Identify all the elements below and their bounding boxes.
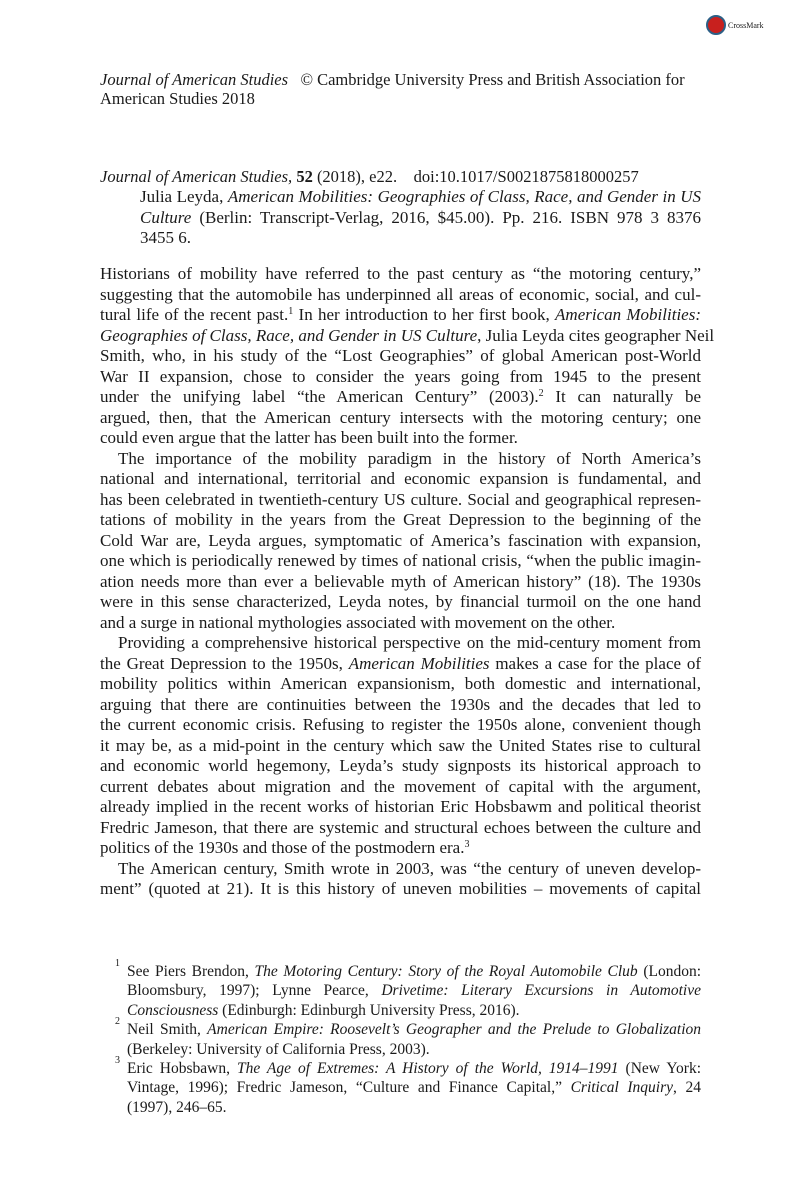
text-segment: (Berkeley: University of California Press, 2003). [127,1040,430,1058]
text-segment: Vintage, 1996); Fredric Jameson, “Culture and Finance Capital,” [127,1079,571,1097]
text-segment: one which is periodically renewed by times of national crisis, “when the public imagin- [100,551,701,570]
text-segment: current debates about migration and the movement of capital with the argument, [100,776,701,796]
text-segment: Fredric Jameson, that there are systemic and structural echoes between the culture and [100,817,701,837]
text-line [100,208,701,229]
text-line [100,187,701,208]
header-journal: Journal of American Studies [100,70,289,89]
text-segment: has been celebrated in twentieth-century US culture. Social and geographical represen- [100,489,701,509]
text-line [100,838,701,859]
text-line [100,531,701,552]
text-segment: ation needs more than ever a believable myth of American history” (18). The 1930s [100,571,701,591]
text-line [100,408,701,429]
text-segment: Neil Smith, [127,1021,208,1039]
text-segment: Providing a comprehensive historical perspective on the mid-century moment from [118,633,701,652]
text-segment: See Piers Brendon, [127,963,255,980]
text-line [127,962,701,981]
text-segment: (Edinburgh: Edinburgh University Press, 2016). [218,1001,520,1019]
text-segment: Smith, who, in his study of the “Lost Geographies” of global American post-World [100,346,701,365]
text-segment: the current economic crisis. Refusing to register the 1950s alone, convenient though [100,715,701,734]
footnote-ref[interactable]: 1 [288,306,294,317]
text-line [100,264,701,285]
text-segment: politics of the 1930s and those of the postmodern era. [100,838,465,857]
text-line [100,387,701,408]
footnote-number: 2 [115,1016,120,1028]
citation-volume: 52 [296,167,313,186]
crossmark-label: CrossMark [728,20,764,30]
text-segment: (New York: [618,1059,701,1077]
text-line [100,797,701,818]
italic-text: Consciousness [127,1001,219,1019]
citation-journal: Journal of American Studies, [100,167,293,186]
text-line [100,305,701,326]
text-segment: tations of mobility in the years from the Great Depression to the beginning of the [100,510,701,529]
citation-issue: (2018), e22. [312,167,398,186]
crossmark-badge[interactable] [706,15,764,35]
text-line [100,674,701,695]
text-segment: argued, then, that the American century intersects with the motoring century; one [100,407,701,427]
header-copyright-cont: American Studies 2018 [100,89,255,108]
text-line [100,285,701,306]
text-line [127,1098,701,1117]
footnote [115,1016,701,1059]
text-line [100,736,701,757]
italic-text: American Mobilities: [555,305,701,324]
text-segment: , Julia Leyda cites geographer Neil [477,325,715,345]
text-segment: ment” (quoted at 21). It is this history of uneven mobilities – movements of capital [100,879,701,898]
text-line [100,715,701,736]
text-line [100,428,701,449]
text-line [100,449,701,470]
text-segment: Cold War are, Leyda argues, symptomatic of America’s fascination with expansion, [100,530,701,550]
text-line [100,879,701,900]
text-segment: Historians of mobility have referred to the past century as “the motoring century,” [100,264,701,283]
text-segment: 3455 6. [140,228,191,247]
italic-text: The Age of Extremes: A History of the World, 1914–1991 [236,1059,619,1077]
text-segment: under the unifying label “the American Century” (2003). [100,387,539,406]
text-line [100,469,701,490]
text-segment: Julia Leyda, [140,187,228,206]
text-line [100,654,701,675]
review-body [100,264,715,900]
text-line [100,325,715,347]
footnote-ref[interactable]: 2 [538,388,544,399]
paragraph [100,449,701,634]
footnote [115,1054,701,1117]
crossmark-icon [706,15,726,35]
text-line [100,490,701,511]
italic-text: American Mobilities: Geographies of Class, Race, and Gender in US [227,187,701,206]
text-segment: already implied in the recent works of historian Eric Hobsbawm and political theorist [100,797,701,816]
text-line [127,1020,701,1039]
text-line [100,633,701,654]
text-segment: could even argue that the latter has been built into the former. [100,428,518,447]
text-line [127,981,701,1000]
text-segment: Eric Hobsbawn, [127,1059,237,1077]
italic-text: American Mobilities [348,653,490,673]
text-segment: arguing that there are continuities between the 1930s and the decades that led to [100,694,701,714]
text-segment: , 24 [673,1079,701,1097]
text-line [127,1059,701,1078]
text-segment: mobility politics within American expansionism, both domestic and international, [100,674,701,693]
text-line [100,551,701,572]
text-line [127,1078,701,1097]
text-line [100,367,701,388]
text-line [100,510,701,531]
text-line [100,346,701,367]
text-segment: (Berlin: Transcript-Verlag, 2016, $45.00). Pp. 216. ISBN 978 3 8376 [191,207,701,227]
text-segment: it may be, as a mid-point in the century which saw the United States rise to cultural [100,735,701,755]
text-segment: (1997), 246–65. [127,1098,227,1116]
text-line [100,777,701,798]
text-segment: were in this sense characterized, Leyda notes, by financial turmoil on the one hand [100,592,701,611]
footnote [115,958,702,1020]
text-line [100,695,701,716]
text-segment: The importance of the mobility paradigm in the history of North America’s [118,448,701,468]
text-line [100,756,701,777]
footnotes [115,958,702,1117]
text-line [100,859,701,880]
footnote-number: 3 [115,1054,120,1066]
text-line [127,1040,701,1059]
text-line [100,592,701,613]
paragraph [100,859,701,900]
text-segment: It can naturally be [543,387,701,406]
italic-text: The Motoring Century: Story of the Royal Automobile Club [254,963,638,980]
text-line [100,228,701,249]
text-line [100,572,701,593]
text-segment: Bloomsbury, 1997); Lynne Pearce, [127,982,382,1000]
footnote-number: 1 [115,958,120,969]
text-segment: tural life of the recent past. [100,305,289,324]
citation-line [100,167,701,186]
book-reference [100,187,701,249]
footnote-ref[interactable]: 3 [464,839,470,850]
text-segment: national and international, territorial and economic expansion is fundamental, and [100,469,701,488]
text-segment: and economic world hegemony, Leyda’s study signposts its historical approach to [100,756,701,775]
italic-text: Drivetime: Literary Excursions in Automotive [381,982,701,1000]
text-line [100,613,701,634]
italic-text: Culture [140,207,192,227]
paragraph [100,264,715,449]
text-segment: suggesting that the automobile has underpinned all areas of economic, social, and cul- [100,284,701,304]
text-line [100,818,701,839]
text-segment: (London: [637,963,702,980]
paragraph [100,633,701,859]
italic-text: American Empire: Roosevelt’s Geographer and the Prelude to Globalization [207,1021,701,1039]
italic-text: Geographies of Class, Race, and Gender in US Culture [100,325,478,345]
text-segment: War II expansion, chose to consider the years going from 1945 to the present [100,366,701,386]
journal-header [100,70,701,108]
text-segment: The American century, Smith wrote in 2003, was “the century of uneven develop- [118,858,701,878]
text-segment: and a surge in national mythologies associated with movement on the other. [100,612,616,632]
italic-text: Critical Inquiry [570,1079,674,1097]
text-segment: In her introduction to her first book, [293,305,556,324]
text-segment: makes a case for the place of [489,653,701,673]
text-line [127,1001,701,1020]
header-copyright: © Cambridge University Press and British Association for [300,70,685,89]
text-segment: the Great Depression to the 1950s, [100,653,349,673]
citation-doi[interactable]: doi:10.1017/S0021875818000257 [413,167,639,186]
